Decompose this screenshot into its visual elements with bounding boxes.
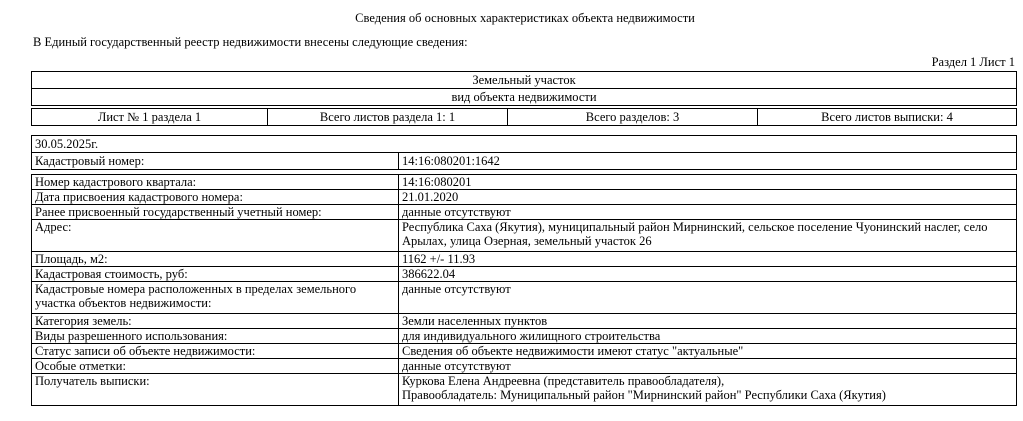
object-type-cell: Земельный участок [32,72,1017,89]
row-label: Статус записи об объекте недвижимости: [32,344,399,359]
row-value: данные отсутствуют [399,282,1017,314]
intro-text: В Единый государственный реестр недвижимости внесены следующие сведения: [33,35,468,49]
table-row [32,282,1017,314]
cadastral-number-label: Кадастровый номер: [32,153,399,170]
cadastral-number-value: 14:16:080201:1642 [399,153,1017,170]
table-row [32,252,1017,267]
row-value: Земли населенных пунктов [399,314,1017,329]
table-row [32,267,1017,282]
table-row [32,359,1017,374]
row-value: для индивидуального жилищного строительства [399,329,1017,344]
row-label: Номер кадастрового квартала: [32,175,399,190]
row-value: 386622.04 [399,267,1017,282]
object-header-table [31,71,1017,126]
table-row [32,220,1017,252]
table-row [32,344,1017,359]
sections-total-cell: Всего разделов: 3 [508,109,758,126]
row-value: Куркова Елена Андреевна (представитель правообладателя), Правообладатель: Муниципальный район "Мирнинский район" Республики Саха (Якутия) [399,374,1017,406]
row-label: Кадастровая стоимость, руб: [32,267,399,282]
table-row [32,190,1017,205]
section-sheet-label: Раздел 1 Лист 1 [931,55,1015,69]
row-label: Получатель выписки: [32,374,399,406]
object-kind-cell: вид объекта недвижимости [32,89,1017,106]
document-title: Сведения об основных характеристиках объекта недвижимости [355,11,695,25]
row-label: Особые отметки: [32,359,399,374]
row-label: Виды разрешенного использования: [32,329,399,344]
row-value: данные отсутствуют [399,205,1017,220]
cadastral-table [31,135,1017,170]
extract-date: 30.05.2025г. [32,136,1017,153]
row-value: 1162 +/- 11.93 [399,252,1017,267]
characteristics-table [31,174,1017,406]
row-label: Кадастровые номера расположенных в пределах земельного участка объектов недвижимости: [32,282,399,314]
row-label: Категория земель: [32,314,399,329]
table-row [32,314,1017,329]
row-label: Адрес: [32,220,399,252]
row-value: Республика Саха (Якутия), муниципальный район Мирнинский, сельское поселение Чуонинский наслег, село Арылах, улица Озерная, земельный участок 26 [399,220,1017,252]
row-value: данные отсутствуют [399,359,1017,374]
row-value: 14:16:080201 [399,175,1017,190]
table-row [32,205,1017,220]
table-row [32,374,1017,406]
row-label: Дата присвоения кадастрового номера: [32,190,399,205]
row-label: Ранее присвоенный государственный учетный номер: [32,205,399,220]
table-row [32,329,1017,344]
row-value: 21.01.2020 [399,190,1017,205]
section-sheets-total-cell: Всего листов раздела 1: 1 [268,109,508,126]
row-value: Сведения об объекте недвижимости имеют статус "актуальные" [399,344,1017,359]
row-label: Площадь, м2: [32,252,399,267]
sheet-number-cell: Лист № 1 раздела 1 [32,109,268,126]
table-row [32,175,1017,190]
extract-sheets-total-cell: Всего листов выписки: 4 [758,109,1017,126]
